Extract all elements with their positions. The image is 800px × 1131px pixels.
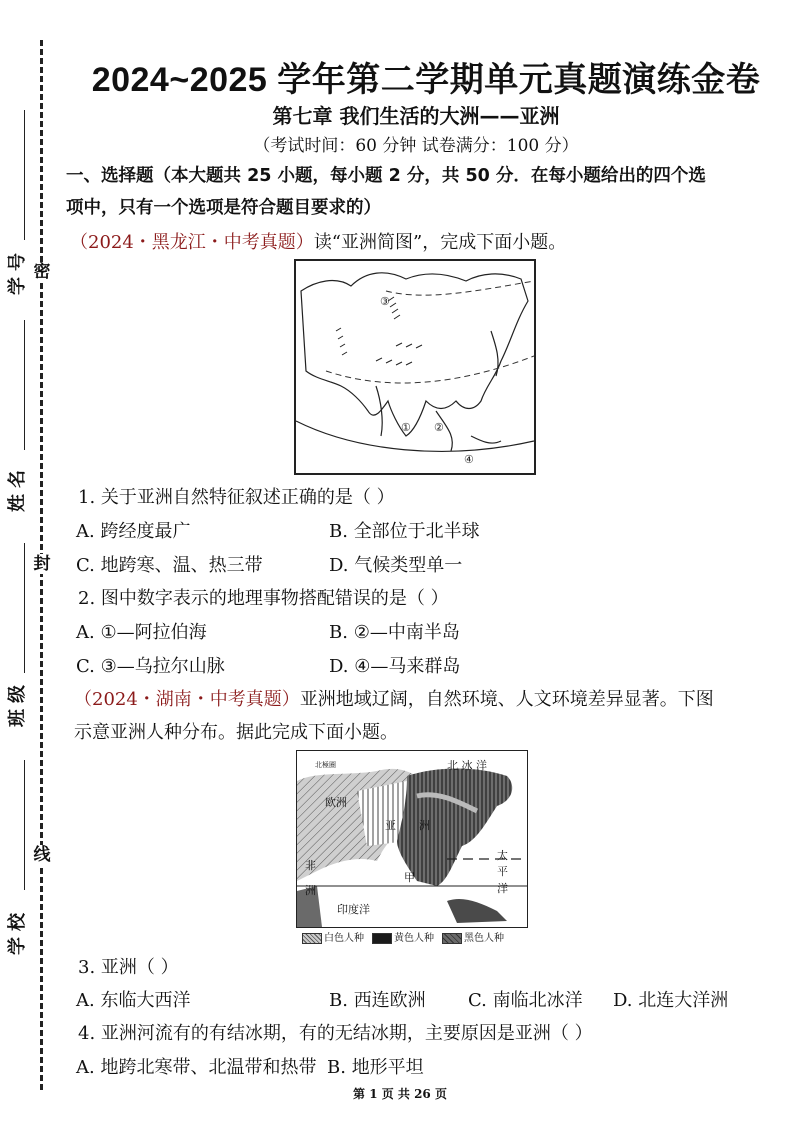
legend-label: 黑色人种 <box>464 933 504 944</box>
question-1-stem: 关于亚洲自然特征叙述正确的是（ ） <box>100 487 395 508</box>
seal-char-xian: 线 <box>33 845 51 865</box>
group1-intro <box>70 228 566 254</box>
option-letter: B. <box>329 990 348 1011</box>
option-text: 东临大西洋 <box>100 990 191 1011</box>
question-1-number: 1. <box>78 487 96 508</box>
exam-title: 2024~2025 学年第二学期单元真题演练金卷 <box>91 61 761 99</box>
student-id-label: 学号 <box>7 247 28 295</box>
chapter-title: 第七章 我们生活的大洲——亚洲 <box>272 104 560 128</box>
school-label: 学校 <box>7 907 28 955</box>
group1-source-tag: （2024・黑龙江・中考真题） <box>70 232 314 253</box>
label-arctic-ocean: 北 冰 洋 <box>447 759 487 772</box>
label-asia-2: 洲 <box>419 819 430 832</box>
map-marker-3: ③ <box>380 295 390 308</box>
option-text: 跨经度最广 <box>100 521 191 542</box>
question-2-number: 2. <box>78 588 96 609</box>
race-map-legend <box>302 929 504 944</box>
seal-char-mi: 密 <box>33 262 51 282</box>
question-3-stem: 亚洲（ ） <box>100 957 179 978</box>
q1-option-b[interactable] <box>329 517 480 543</box>
group1-intro-text: 读“亚洲简图”，完成下面小题。 <box>313 232 567 253</box>
name-label: 姓名 <box>7 464 28 512</box>
option-letter: C. <box>76 656 95 677</box>
option-text: 地跨北寒带、北温带和热带 <box>100 1057 317 1078</box>
question-3-number: 3. <box>78 957 96 978</box>
class-line[interactable] <box>24 543 25 673</box>
label-africa-1: 非 <box>305 859 316 872</box>
option-text: ④—马来群岛 <box>354 656 461 677</box>
legend-swatch-white <box>302 933 322 944</box>
q1-option-d[interactable] <box>329 551 462 577</box>
class-label: 班级 <box>7 679 28 727</box>
q2-option-a[interactable] <box>76 618 207 644</box>
legend-item-white <box>302 929 364 944</box>
q1-option-c[interactable] <box>76 551 263 577</box>
option-text: 北连大洋洲 <box>638 990 729 1011</box>
question-4-stem: 亚洲河流有的有结冰期，有的无结冰期，主要原因是亚洲（ ） <box>100 1023 593 1044</box>
group2-source-tag: （2024・湖南・中考真题） <box>74 689 300 710</box>
option-text: 西连欧洲 <box>353 990 426 1011</box>
label-jia: 甲 <box>404 871 415 884</box>
option-letter: D. <box>613 990 633 1011</box>
label-arctic-circle: 北極圈 <box>315 761 336 769</box>
section-heading-line1: 一、选择题（本大题共 25 小题，每小题 2 分，共 50 分．在每小题给出的四个选 <box>66 166 706 186</box>
option-letter: D. <box>329 555 349 576</box>
q3-option-d[interactable] <box>613 986 728 1012</box>
label-asia-1: 亚 <box>385 819 396 832</box>
option-text: 全部位于北半球 <box>353 521 480 542</box>
asia-race-distribution-map <box>296 750 528 928</box>
group2-intro-line1 <box>74 685 714 711</box>
option-text: ①—阿拉伯海 <box>100 622 207 643</box>
group2-intro-line2: 示意亚洲人种分布。据此完成下面小题。 <box>74 722 398 743</box>
option-letter: A. <box>76 622 95 643</box>
map-marker-4: ④ <box>464 453 474 466</box>
asia-sketch-map <box>294 259 536 475</box>
page-number: 第 1 页 共 26 页 <box>353 1087 447 1101</box>
q3-option-a[interactable] <box>76 986 190 1012</box>
option-text: 南临北冰洋 <box>492 990 583 1011</box>
map-marker-2: ② <box>434 421 444 434</box>
label-pacific-3: 洋 <box>497 882 508 895</box>
q3-option-c[interactable] <box>468 986 583 1012</box>
label-pacific-1: 太 <box>497 849 508 862</box>
option-letter: A. <box>76 521 95 542</box>
school-line[interactable] <box>24 760 25 890</box>
asia-outline-map-graphic <box>296 261 534 473</box>
legend-item-yellow <box>372 929 434 944</box>
race-map-graphic <box>297 751 527 927</box>
section-heading <box>66 160 766 224</box>
name-line[interactable] <box>24 320 25 450</box>
q4-option-a[interactable] <box>76 1053 316 1079</box>
section-heading-line2: 项中，只有一个选项是符合题目要求的） <box>66 198 381 218</box>
option-letter: C. <box>468 990 487 1011</box>
q2-option-c[interactable] <box>76 652 225 678</box>
q3-option-b[interactable] <box>329 986 426 1012</box>
label-indian-ocean: 印度洋 <box>337 903 370 916</box>
group2-intro-text: 亚洲地域辽阔，自然环境、人文环境差异显著。下图 <box>299 689 714 710</box>
question-3 <box>78 953 179 979</box>
q2-option-d[interactable] <box>329 652 460 678</box>
question-4-number: 4. <box>78 1023 96 1044</box>
option-letter: A. <box>76 990 95 1011</box>
binding-margin <box>0 0 70 1131</box>
question-2 <box>78 584 449 610</box>
option-text: 地形平坦 <box>351 1057 424 1078</box>
seal-char-feng: 封 <box>33 554 51 574</box>
map-marker-1: ① <box>401 421 411 434</box>
question-4 <box>78 1019 593 1045</box>
legend-swatch-yellow <box>372 933 392 944</box>
legend-item-black <box>442 929 504 944</box>
legend-label: 白色人种 <box>324 933 364 944</box>
option-letter: D. <box>329 656 349 677</box>
option-text: ②—中南半岛 <box>353 622 460 643</box>
option-letter: B. <box>327 1057 346 1078</box>
label-pacific-2: 平 <box>497 865 508 878</box>
option-letter: C. <box>76 555 95 576</box>
legend-label: 黄色人种 <box>394 933 434 944</box>
q4-option-b[interactable] <box>327 1053 424 1079</box>
question-1 <box>78 483 395 509</box>
exam-info: （考试时间：60 分钟 试卷满分：100 分） <box>253 136 579 156</box>
student-id-line[interactable] <box>24 110 25 240</box>
option-text: 地跨寒、温、热三带 <box>100 555 263 576</box>
q2-option-b[interactable] <box>329 618 460 644</box>
option-letter: A. <box>76 1057 95 1078</box>
legend-swatch-black <box>442 933 462 944</box>
question-2-stem: 图中数字表示的地理事物搭配错误的是（ ） <box>100 588 449 609</box>
option-text: ③—乌拉尔山脉 <box>100 656 225 677</box>
option-letter: B. <box>329 622 348 643</box>
label-africa-2: 洲 <box>305 884 316 897</box>
q1-option-a[interactable] <box>76 517 190 543</box>
option-letter: B. <box>329 521 348 542</box>
label-europe: 欧洲 <box>325 796 347 809</box>
option-text: 气候类型单一 <box>354 555 463 576</box>
